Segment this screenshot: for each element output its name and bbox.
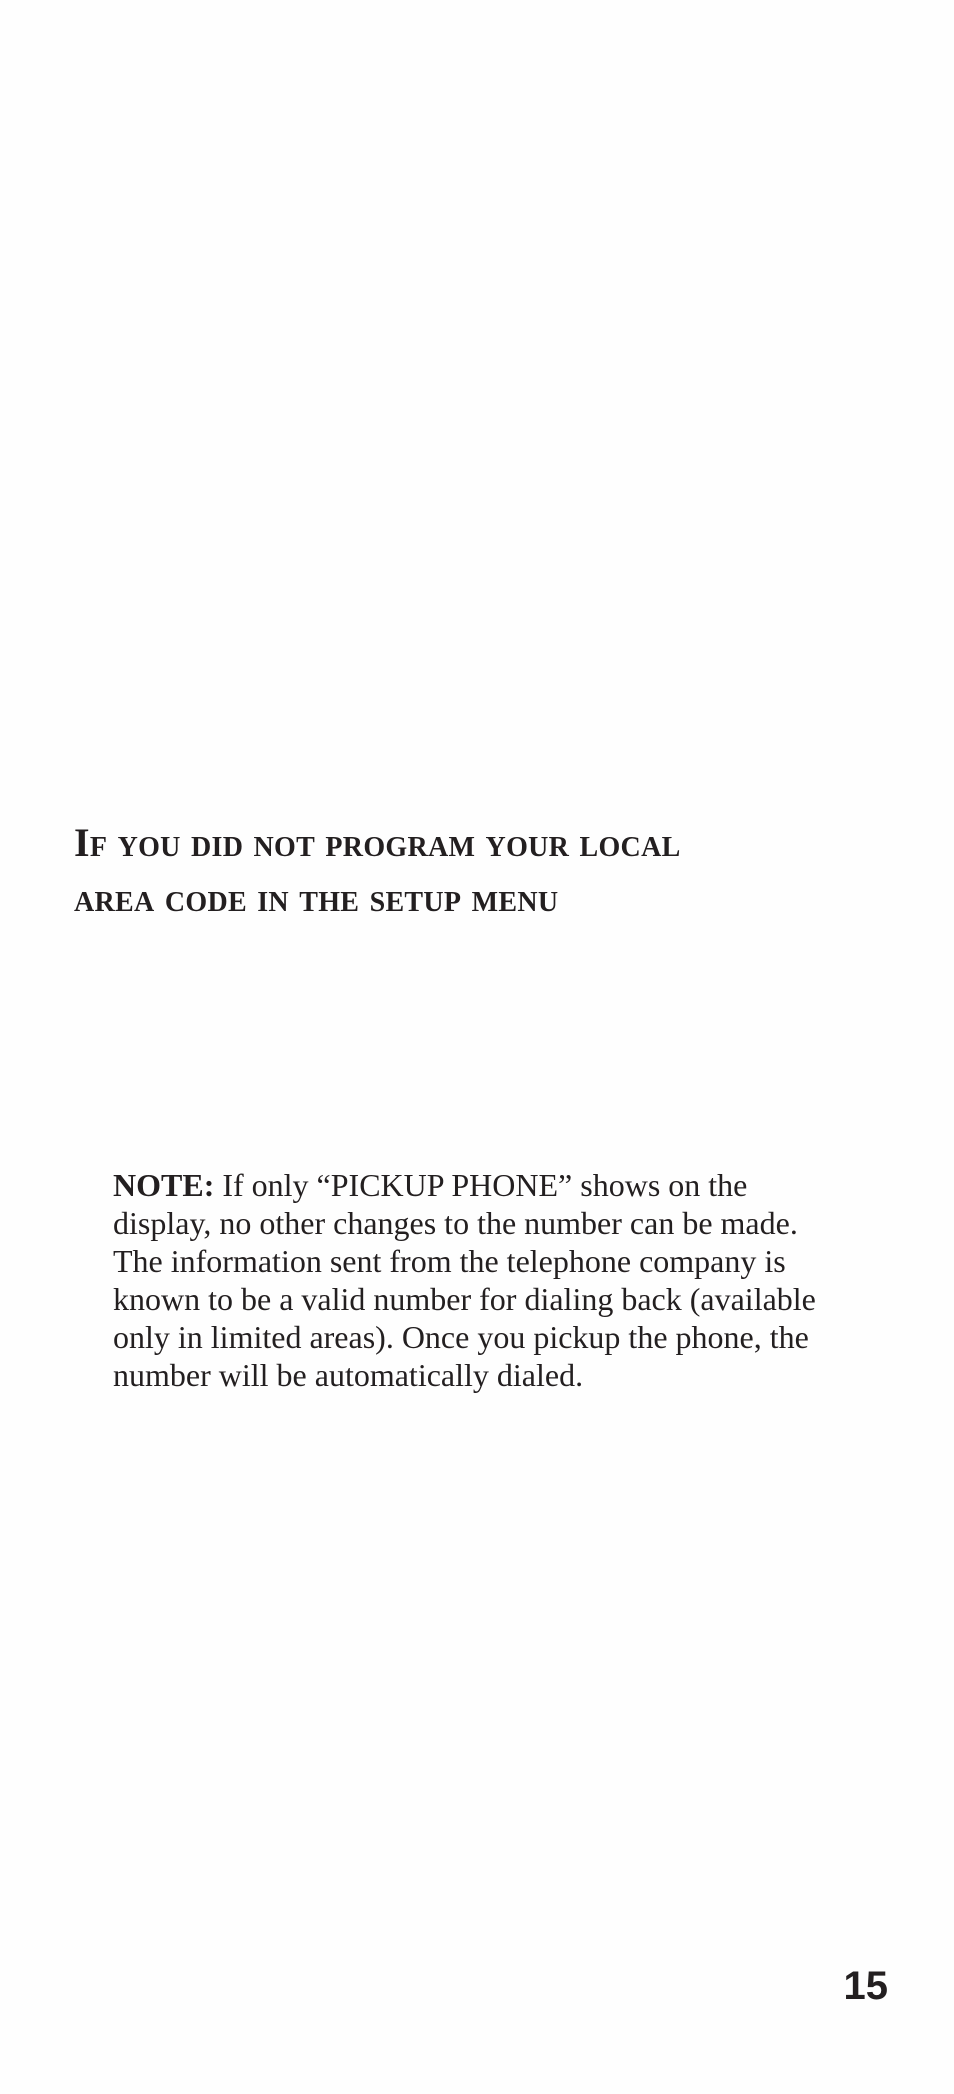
note-label: NOTE:	[113, 1167, 215, 1203]
section-heading-line-2: area code in the setup menu	[74, 875, 559, 920]
note-paragraph	[113, 1166, 833, 1394]
section-heading-line-1: If you did not program your local	[74, 820, 681, 865]
section-heading	[74, 815, 874, 925]
page-number: 15	[843, 1964, 888, 2008]
note-text: If only “PICKUP PHONE” shows on the display, no other changes to the number can be made. The information sent from the telephone company is known to be a valid number for dialing back (available only in limited areas). Once you pickup the phone, the number will be automatically dialed.	[113, 1167, 816, 1393]
